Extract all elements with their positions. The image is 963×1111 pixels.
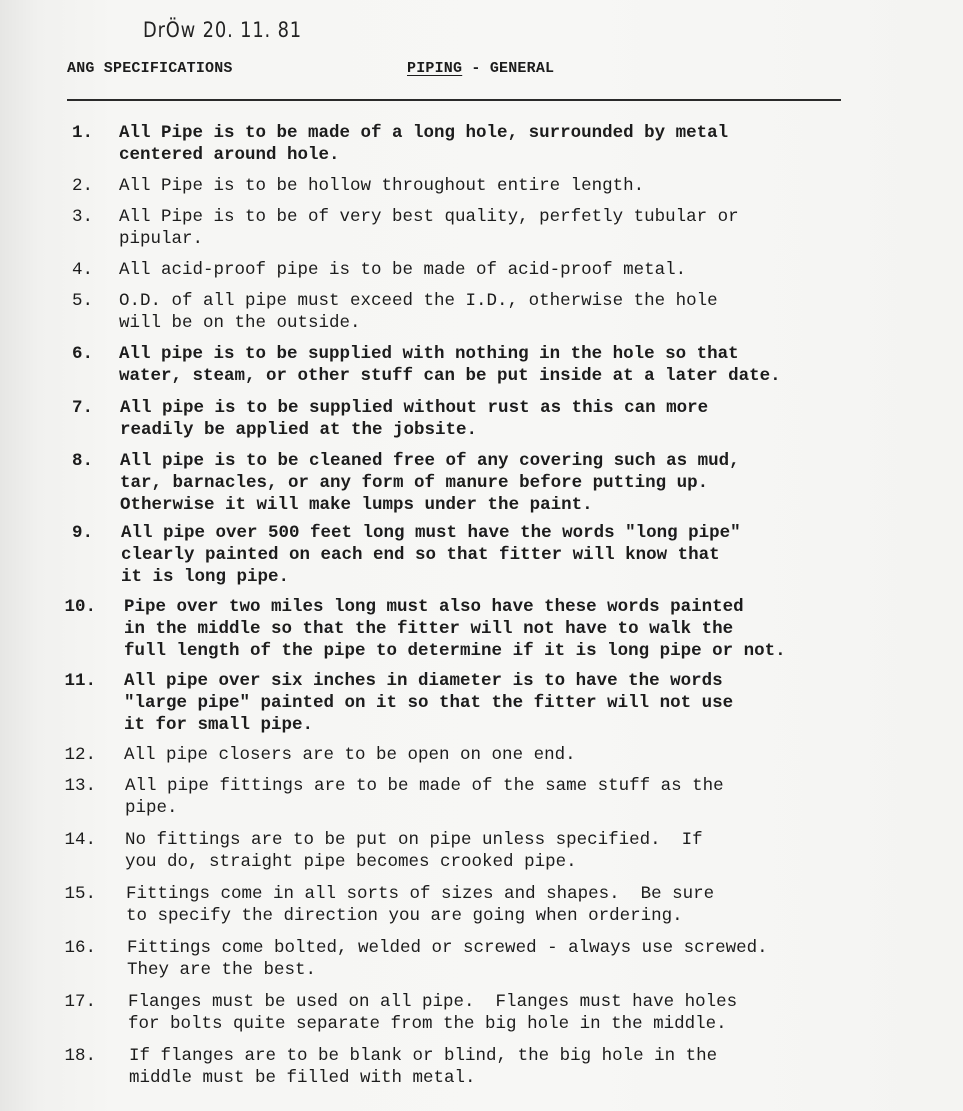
spec-item-number: 10. [64,597,96,617]
header-title-rest: - GENERAL [462,60,555,77]
header-title [407,60,554,77]
spec-item-text [124,744,576,766]
spec-item-number: 2. [71,176,93,196]
spec-item-number: 18. [64,1046,96,1066]
spec-item-line: Otherwise it will make lumps under the paint. [120,495,593,515]
spec-item-text [126,883,714,927]
spec-item-number: 5. [71,291,93,311]
spec-item-number: 14. [64,830,96,850]
spec-item-text [119,206,739,250]
spec-item-line: All Pipe is to be of very best quality, perfetly tubular or [119,207,739,227]
spec-item-line: All pipe is to be cleaned free of any covering such as mud, [120,451,740,471]
spec-item-line: it for small pipe. [124,715,314,735]
spec-item-line: If flanges are to be blank or blind, the big hole in the [129,1046,718,1066]
spec-item-line: All acid-proof pipe is to be made of acid-proof metal. [119,260,687,280]
spec-item-text [124,596,786,662]
spec-item-line: readily be applied at the jobsite. [120,420,478,440]
spec-item-number: 3. [71,207,93,227]
spec-item-line: pipe. [125,798,178,818]
spec-item-line: Pipe over two miles long must also have these words painted [124,597,744,617]
spec-item-line: All pipe is to be supplied with nothing in the hole so that [119,344,739,364]
spec-item-line: tar, barnacles, or any form of manure before putting up. [120,473,709,493]
spec-item-line: for bolts quite separate from the big hole in the middle. [128,1014,727,1034]
spec-item-text [128,991,737,1035]
spec-item-line: O.D. of all pipe must exceed the I.D., otherwise the hole [119,291,718,311]
header-spec-label: ANG SPECIFICATIONS [67,60,233,77]
spec-item-line: All Pipe is to be made of a long hole, surrounded by metal [119,123,729,143]
spec-item-line: it is long pipe. [121,567,290,587]
spec-item-number: 12. [64,745,96,765]
spec-item-text [127,937,768,981]
spec-item-text [120,450,740,516]
spec-item-line: All pipe over 500 feet long must have the words "long pipe" [121,523,741,543]
spec-item-text [124,670,733,736]
spec-item-text [119,122,728,166]
spec-item-line: Flanges must be used on all pipe. Flanges must have holes [128,992,738,1012]
spec-item-line: Fittings come in all sorts of sizes and shapes. Be sure [126,884,715,904]
spec-item-line: in the middle so that the fitter will not have to walk the [124,619,734,639]
spec-item-line: centered around hole. [119,145,340,165]
spec-item-text [120,397,708,441]
spec-item-line: All pipe closers are to be open on one end. [124,745,576,765]
spec-item-line: All pipe over six inches in diameter is to have the words [124,671,723,691]
spec-item-line: full length of the pipe to determine if it is long pipe or not. [124,641,786,661]
spec-item-number: 11. [64,671,96,691]
spec-item-number: 15. [64,884,96,904]
spec-item-line: water, steam, or other stuff can be put inside at a later date. [119,366,781,386]
spec-item-text [119,290,718,334]
spec-item-number: 16. [64,938,96,958]
spec-item-line: "large pipe" painted on it so that the fitter will not use [124,693,734,713]
spec-item-line: to specify the direction you are going when ordering. [126,906,683,926]
spec-item-number: 13. [64,776,96,796]
handwritten-date-stamp: DrÖw 20. 11. 81 [143,18,303,42]
spec-item-number: 1. [71,123,93,143]
spec-item-number: 17. [64,992,96,1012]
spec-item-line: will be on the outside. [119,313,361,333]
header-rule [67,99,841,101]
spec-item-line: you do, straight pipe becomes crooked pipe. [125,852,577,872]
spec-item-line: Fittings come bolted, welded or screwed - always use screwed. [127,938,768,958]
spec-item-line: All Pipe is to be hollow throughout entire length. [119,176,645,196]
spec-item-line: They are the best. [127,960,317,980]
spec-item-number: 7. [71,398,93,418]
spec-item-text [119,259,686,281]
header-title-underlined: PIPING [407,60,463,77]
spec-item-text [125,775,724,819]
spec-item-text [121,522,741,588]
spec-item-number: 8. [71,451,93,471]
spec-item-number: 9. [71,523,93,543]
spec-item-text [129,1045,717,1089]
spec-item-text [119,175,644,197]
spec-item-line: All pipe fittings are to be made of the same stuff as the [125,776,724,796]
spec-item-line: All pipe is to be supplied without rust as this can more [120,398,709,418]
spec-item-line: middle must be filled with metal. [129,1068,476,1088]
spec-item-number: 6. [71,344,93,364]
spec-item-text [119,343,781,387]
spec-item-text [125,829,703,873]
spec-item-number: 4. [71,260,93,280]
spec-item-line: No fittings are to be put on pipe unless specified. If [125,830,703,850]
spec-item-line: pipular. [119,229,204,249]
spec-item-line: clearly painted on each end so that fitter will know that [121,545,720,565]
